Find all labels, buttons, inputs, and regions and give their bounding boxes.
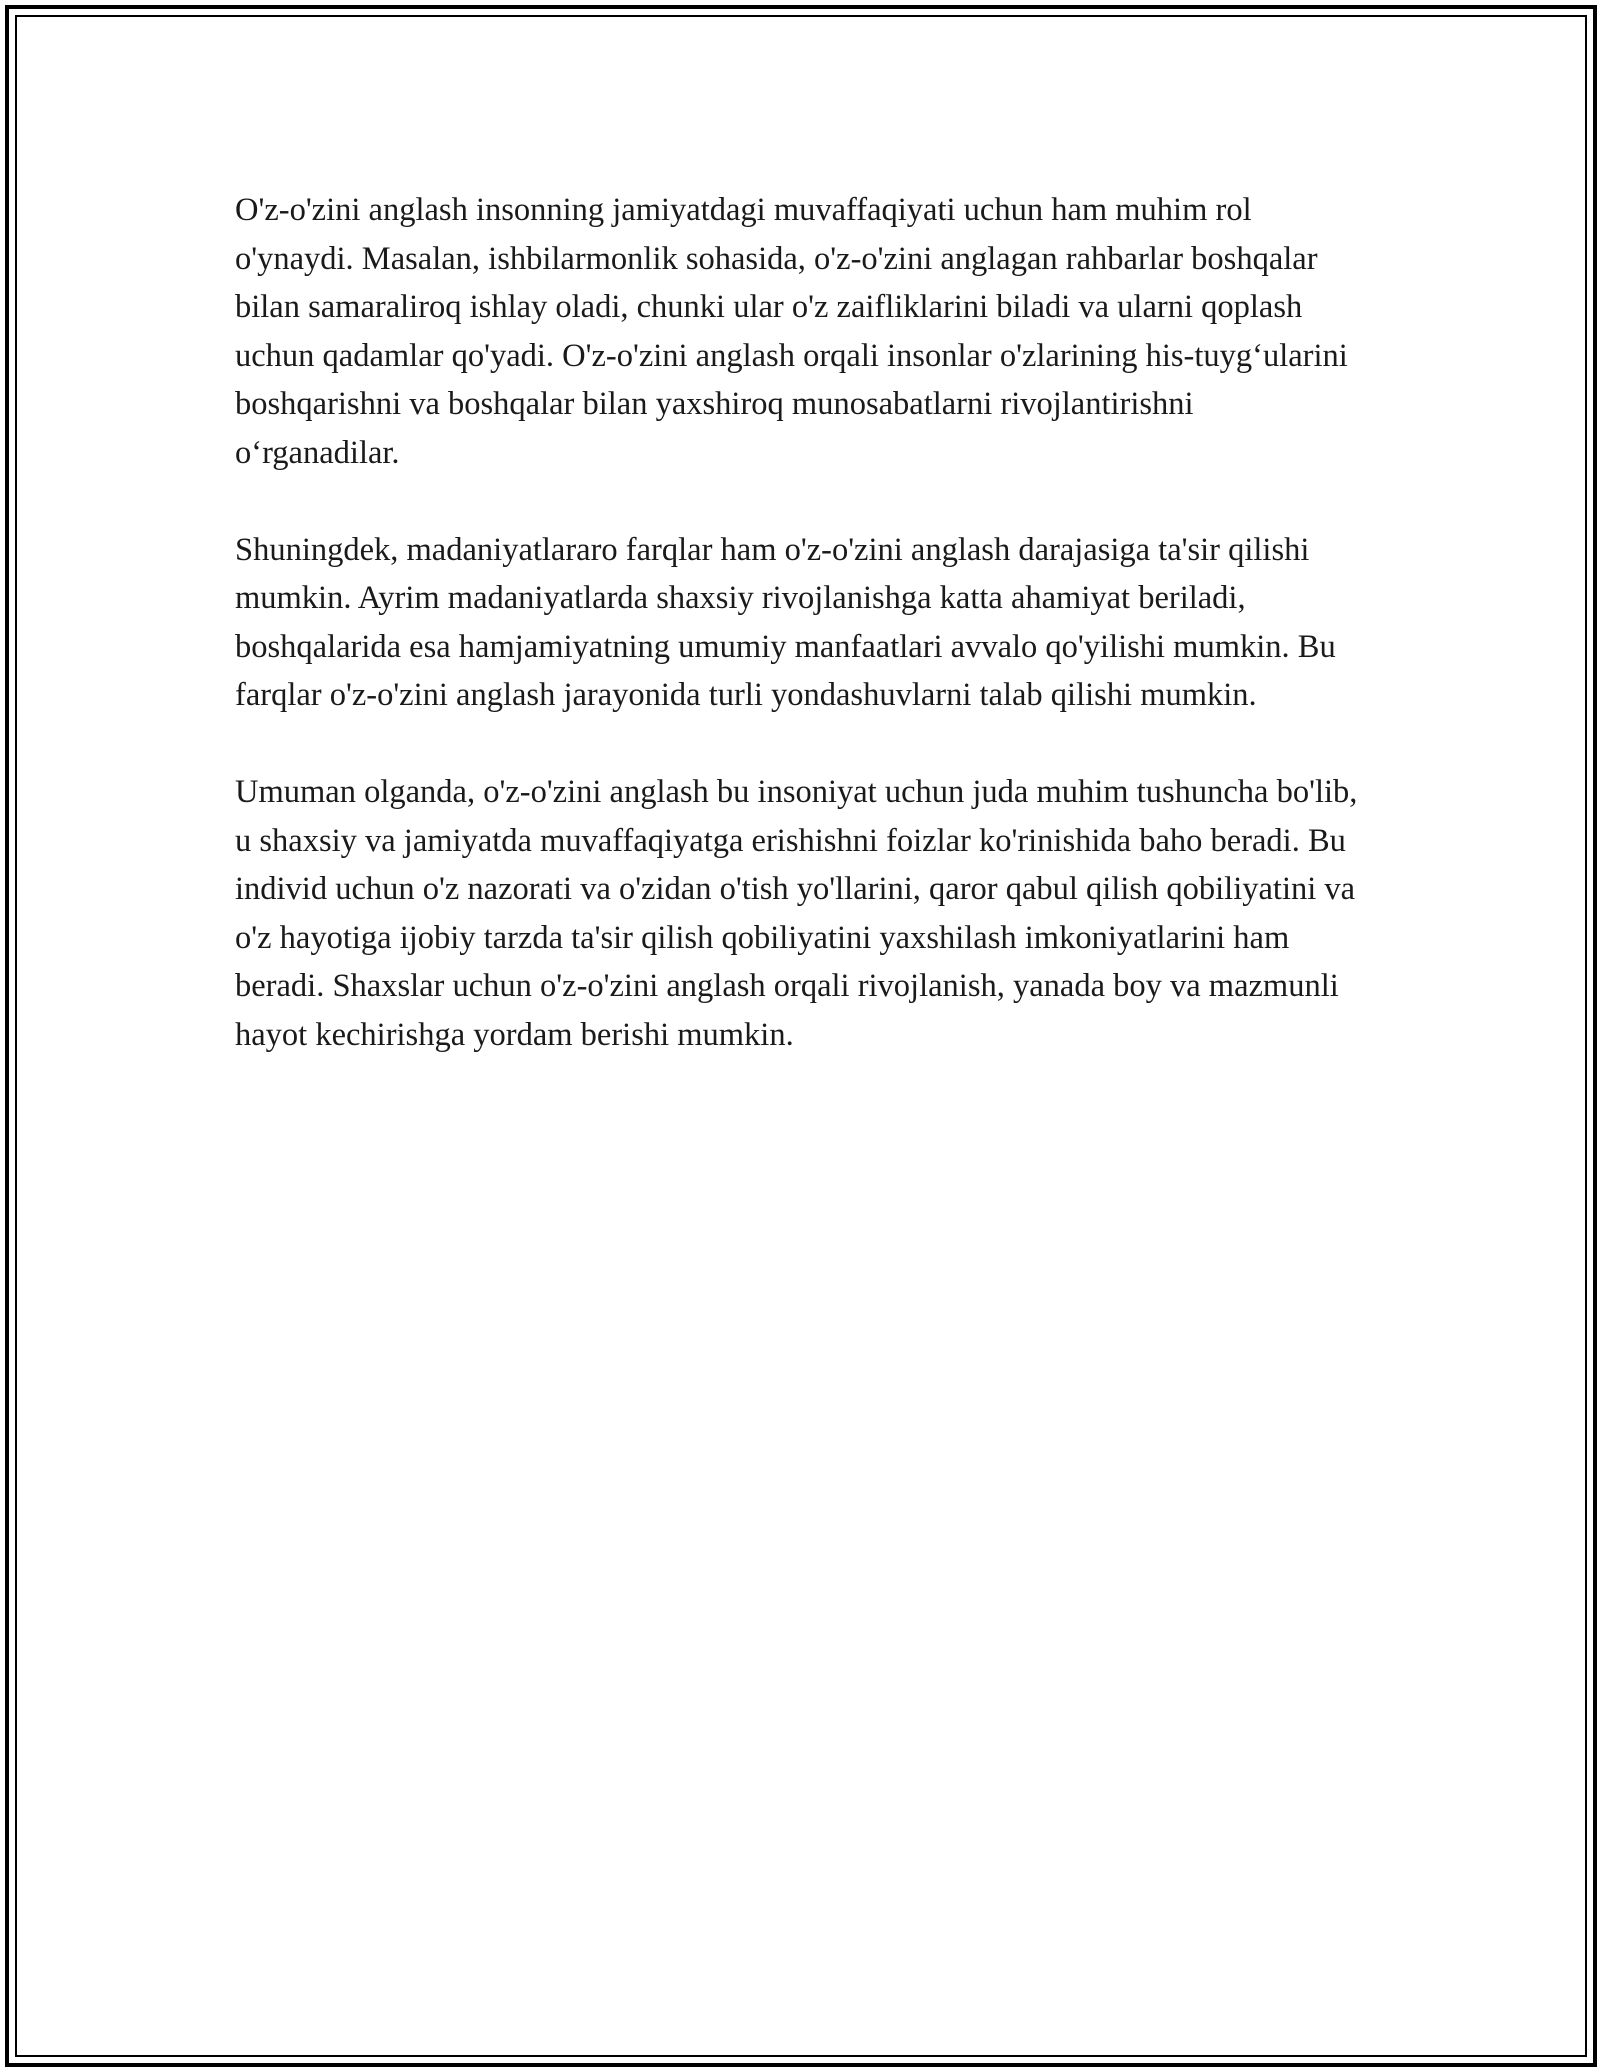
paragraph-1: O'z-o'zini anglash insonning jamiyatdagi muvaffaqiyati uchun ham muhim rol o'ynaydi. Masalan, ishbilarmonlik sohasida, o'z-o'zini anglagan rahbarlar boshqalar bilan samaraliroq ishlay oladi, chunki ular o'z zaifliklarini biladi va ularni qoplash uchun qadamlar qo'yadi. O'z-o'zini anglash orqali insonlar o'zlarining his-tuyg‘ularini boshqarishni va boshqalar bilan yaxshiroq munosabatlarni rivojlantirishni o‘rganadilar.	[235, 192, 1348, 471]
paragraph-2: Shuningdek, madaniyatlararo farqlar ham o'z-o'zini anglash darajasiga ta'sir qilishi mumkin. Ayrim madaniyatlarda shaxsiy rivojlanishga katta ahamiyat beriladi, boshqalarida esa hamjamiyatning umumiy manfaatlari avvalo qo'yilishi mumkin. Bu farqlar o'z-o'zini anglash jarayonida turli yondashuvlarni talab qilishi mumkin.	[235, 531, 1336, 713]
document-body	[235, 186, 1365, 1108]
paragraph-3: Umuman olganda, o'z-o'zini anglash bu insoniyat uchun juda muhim tushuncha bo'lib, u shaxsiy va jamiyatda muvaffaqiyatga erishishni foizlar ko'rinishida baho beradi. Bu individ uchun o'z nazorati va o'zidan o'tish yo'llarini, qaror qabul qilish qobiliyatini va o'z hayotiga ijobiy tarzda ta'sir qilish qobiliyatini yaxshilash imkoniyatlarini ham beradi. Shaxslar uchun o'z-o'zini anglash orqali rivojlanish, yanada boy va mazmunli hayot kechirishga yordam berishi mumkin.	[235, 774, 1358, 1053]
